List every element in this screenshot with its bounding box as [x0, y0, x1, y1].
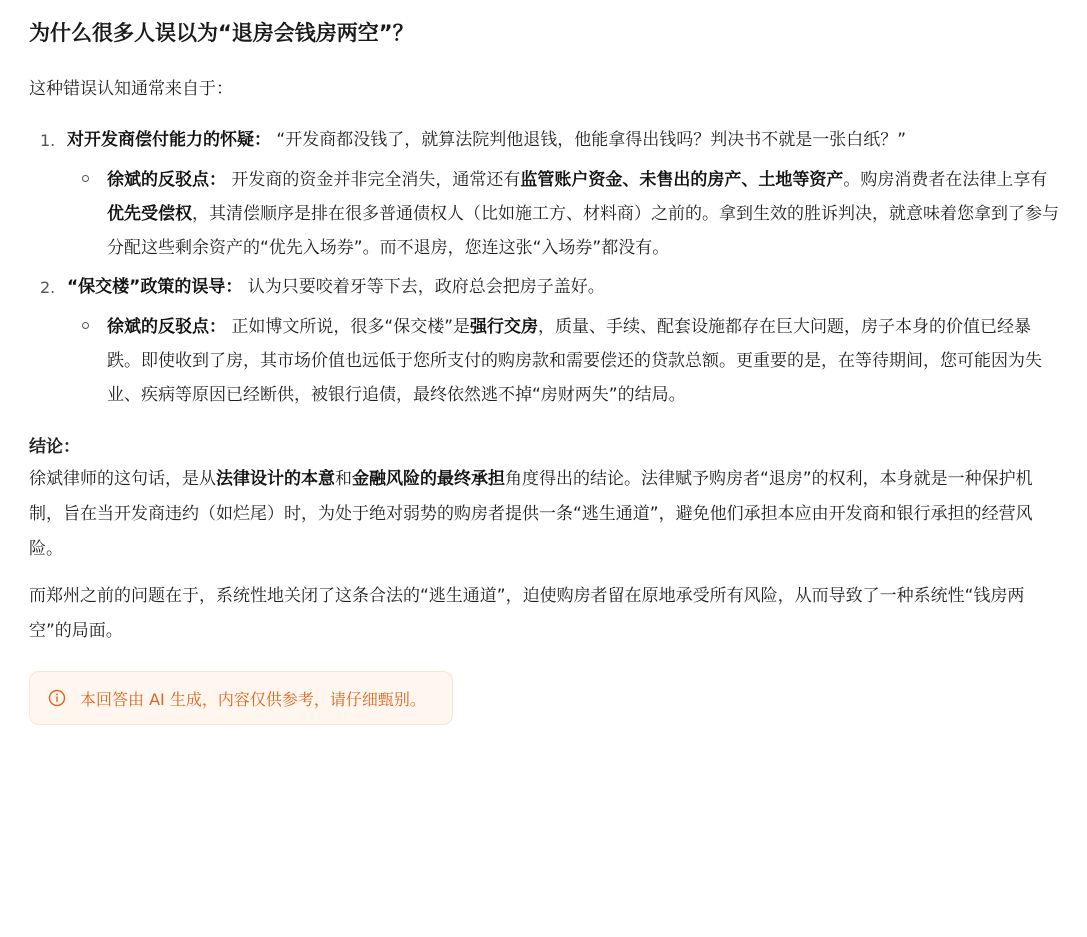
- sub-item-label: 徐斌的反驳点：: [107, 317, 226, 337]
- info-icon: [48, 689, 66, 707]
- item-label: “保交楼”政策的误导：: [67, 277, 243, 297]
- reasons-list: [29, 124, 1059, 412]
- paragraph-emphasis: 法律设计的本意: [216, 469, 335, 489]
- sub-item-emphasis: 监管账户资金、未售出的房产、土地等资产: [520, 170, 844, 190]
- bullet-icon: [82, 175, 89, 182]
- sub-item-text: ，其清偿顺序是排在很多普通债权人（比如施工方、材料商）之前的。拿到生效的胜诉判决，就意味着您拿到了参与分配这些剩余资产的“优先入场券”。而不退房，您连这张“入场券”都没有。: [107, 204, 1059, 258]
- list-item: [29, 124, 1059, 265]
- item-text: “开发商都没钱了，就算法院判他退钱，他能拿得出钱吗？判决书不就是一张白纸？”: [271, 130, 907, 150]
- conclusion-label: 结论：: [29, 437, 80, 457]
- sub-list-item: [67, 310, 1059, 412]
- paragraph-text: 角度得出的结论。法律赋予购房者“退房”的权利，本身就是一种保护机制，旨在当开发商违约（如烂尾）时，为处于绝对弱势的购房者提供一条“逃生通道”，避免他们承担本应由开发商和银行承担的经营风险。: [29, 469, 1033, 559]
- bullet-icon: [82, 322, 89, 329]
- list-item: [29, 271, 1059, 412]
- sub-item-emphasis: 强行交房: [470, 317, 539, 337]
- paragraph-text: 和: [335, 469, 352, 489]
- sub-item-label: 徐斌的反驳点：: [107, 170, 226, 190]
- list-number: 2.: [40, 278, 56, 297]
- sub-list: [67, 310, 1059, 412]
- closing-paragraph: 而郑州之前的问题在于，系统性地关闭了这条合法的“逃生通道”，迫使购房者留在原地承受所有风险，从而导致了一种系统性“钱房两空”的局面。: [29, 586, 1025, 641]
- sub-item-text: 正如博文所说，很多“保交楼”是: [226, 317, 471, 337]
- ai-disclaimer-banner: [29, 671, 453, 725]
- item-text: 认为只要咬着牙等下去，政府总会把房子盖好。: [242, 277, 605, 297]
- intro-text: 这种错误认知通常来自于：: [29, 79, 233, 99]
- paragraph-emphasis: 金融风险的最终承担: [352, 469, 505, 489]
- sub-item-text: 。购房消费者在法律上享有: [843, 170, 1048, 190]
- sub-list-item: [67, 163, 1059, 265]
- paragraph-text: 徐斌律师的这句话，是从: [29, 469, 216, 489]
- sub-item-text: ，质量、手续、配套设施都存在巨大问题，房子本身的价值已经暴跌。即使收到了房，其市场价值也远低于您所支付的购房款和需要偿还的贷款总额。更重要的是，在等待期间，您可能因为失业、疾病等原因已经断供，被银行追债，最终依然逃不掉“房财两失”的结局。: [107, 317, 1042, 405]
- list-number: 1.: [40, 131, 56, 150]
- sub-item-emphasis: 优先受偿权: [107, 204, 192, 224]
- disclaimer-text: 本回答由 AI 生成，内容仅供参考，请仔细甄别。: [80, 689, 426, 709]
- sub-list: [67, 163, 1059, 265]
- section-heading: 为什么很多人误以为“退房会钱房两空”？: [29, 21, 414, 45]
- item-label: 对开发商偿付能力的怀疑：: [67, 130, 271, 150]
- conclusion-paragraph: [29, 462, 1059, 567]
- sub-item-text: 开发商的资金并非完全消失，通常还有: [226, 170, 521, 190]
